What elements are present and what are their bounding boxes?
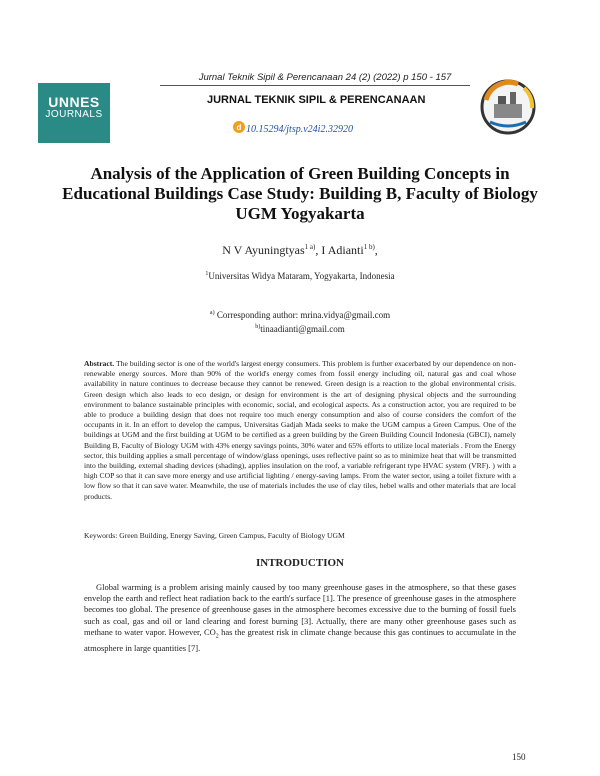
unnes-journals-logo xyxy=(38,83,110,143)
header-divider xyxy=(160,85,470,86)
logo-line2: JOURNALS xyxy=(45,109,103,120)
doi-icon-letter: d xyxy=(236,123,242,132)
page-number: 150 xyxy=(512,752,526,762)
corr-b-text: tinaadianti@gmail.com xyxy=(260,324,345,334)
abstract-text: The building sector is one of the world's largest energy consumers. This problem is further exacerbated by our dependence on non-renewable energy sources. More than 90% of the world's energy comes from fossil energy including oil, natural gas and coal whose availability in nature continues to decrease because they cannot be renewed. Green design is a reaction to the global environmental crisis. Green design which also leads to eco design, or design for environment is the art of designing physical objects and the surrounding environment to balance sustainable principles with economic, social, and ecological aspects. As a construction actor, you are required to be able to produce a building design that does not require too much energy consumption and also of course considers the comfort of the occupants in it. In an effort to develop the campus, Universitas Gadjah Mada seeks to make the UGM campus a Green Campus. One of the buildings at UGM and the first building at UGM to be certified as a green building by the Green Building Council Indonesia (GBCI), namely Building B, Faculty of Biology UGM with 43% energy savings points, 30% water and 65% efforts to utilize local materials . From the Energy sector, this building applies a small percentage of window/glass openings, uses reflective paint so as to minimize heat that will be transmitted into the building, external shading devices (shading), applies insulation on the roof, a variable refrigerant type HVAC system (VRF). ) with a high COP so that it can save more energy and use artificial lighting / energy-saving lamps. From the water sector, using a toilet fixture with a low flow so that it can save water. Meanwhile, the use of materials includes the use of clay tiles, hebel walls and other materials that are local products. xyxy=(84,359,517,501)
introduction-paragraph xyxy=(84,582,516,654)
affiliation-text: Universitas Widya Mataram, Yogyakarta, Indonesia xyxy=(208,271,395,281)
intro-text-1: Global warming is a problem arising mainly caused by too many greenhouse gases in the atmosphere, so that these gases envelop the earth and reflect heat radiation back to the earth's surface [1]. The presence of greenhouse gases in the atmosphere becomes too global. The presence of greenhouse gases in the atmosphere becomes excessive due to the burning of fossil fuels such as coal, gas and oil or land clearing and forest burning [3]. Actually, there are many other greenhouse gases such as methane to water vapor. However, CO xyxy=(84,582,516,637)
journal-emblem-icon xyxy=(478,78,538,136)
journal-reference: Jurnal Teknik Sipil & Perencanaan 24 (2) (2022) p 150 - 157 xyxy=(198,72,452,83)
author-1-sup: 1 a) xyxy=(304,243,316,251)
affiliation-sup: 1 xyxy=(205,271,209,277)
author-2-sup: 1 b) xyxy=(363,243,375,251)
journal-name: JURNAL TEKNIK SIPIL & PERENCANAAN xyxy=(207,94,426,106)
corr-b-sup: b) xyxy=(255,324,261,330)
corr-a-sup: a) xyxy=(209,310,215,316)
intro-text-2: has the greatest risk in climate change because this gas continues to accumulate in the atmosphere in large quantities [7]. xyxy=(84,626,516,653)
doi-link[interactable]: 10.15294/jtsp.v24i2.32920 xyxy=(246,124,353,135)
logo-line1: UNNES xyxy=(48,94,100,110)
doi-icon xyxy=(233,121,245,133)
corresponding-emails xyxy=(0,307,600,335)
paper-title: Analysis of the Application of Green Building Concepts in Educational Buildings Case Study: Building B, Faculty of Biology UGM Yogyakarta xyxy=(62,164,538,223)
author-2: I Adianti xyxy=(321,243,364,257)
corr-a-text: Corresponding author: mrina.vidya@gmail.com xyxy=(216,310,391,320)
author-list: N V Ayuningtyas$^{1 a)}$, I Adianti$^{1 b)}$, xyxy=(222,243,378,257)
author-1: N V Ayuningtyas xyxy=(222,243,305,257)
affiliation xyxy=(0,271,600,281)
intro-subscript: 2 xyxy=(215,633,219,640)
keywords: Keywords: Green Building, Energy Saving, Green Campus, Faculty of Biology UGM xyxy=(84,531,345,540)
section-heading-introduction: INTRODUCTION xyxy=(255,557,344,569)
abstract-label: Abstract. xyxy=(84,359,115,368)
abstract xyxy=(84,359,516,502)
